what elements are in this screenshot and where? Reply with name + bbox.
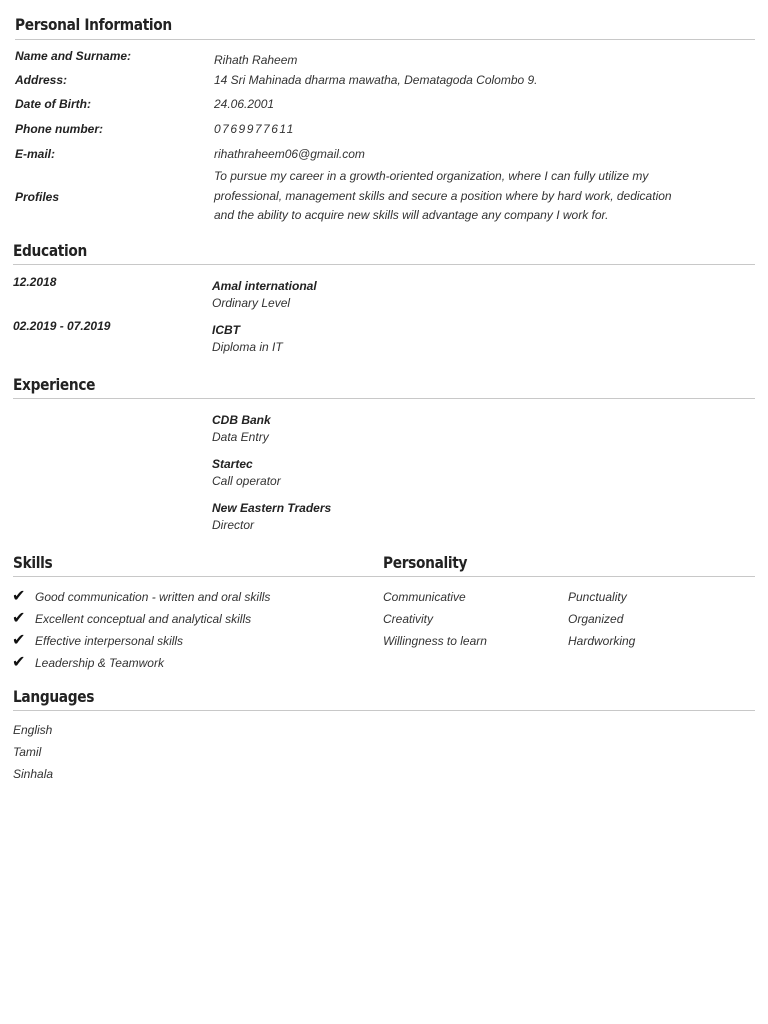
skill-item: Leadership & Teamwork — [35, 656, 164, 670]
profiles-text — [214, 167, 684, 226]
personality-item: Willingness to learn — [383, 634, 487, 648]
experience-divider — [13, 398, 755, 399]
education-heading: Education — [13, 241, 87, 260]
address-value: 14 Sri Mahinada dharma mawatha, Dematagoda Colombo 9. — [214, 73, 538, 87]
education-level: Diploma in IT — [212, 340, 283, 354]
skill-item: Good communication - written and oral skills — [35, 590, 271, 604]
skill-item: Effective interpersonal skills — [35, 634, 184, 648]
experience-role: Data Entry — [212, 430, 269, 444]
personality-heading: Personality — [383, 553, 468, 572]
personality-item: Punctuality — [568, 590, 627, 604]
checkmark-icon: ✔ — [12, 632, 26, 649]
skills-heading: Skills — [13, 553, 53, 572]
experience-company: Startec — [212, 457, 253, 471]
checkmark-icon: ✔ — [12, 610, 26, 627]
language-item: Sinhala — [13, 767, 54, 781]
dob-label: Date of Birth: — [15, 97, 91, 111]
experience-company: New Eastern Traders — [212, 501, 332, 515]
personality-item: Communicative — [383, 590, 466, 604]
education-date: 12.2018 — [13, 275, 57, 289]
skill-item: Excellent conceptual and analytical skills — [35, 612, 252, 626]
profiles-line: To pursue my career in a growth-oriented organization, where I can fully utilize my — [214, 169, 649, 183]
languages-heading: Languages — [13, 687, 95, 706]
skills-divider — [13, 576, 755, 577]
personal-info-divider — [15, 39, 755, 40]
experience-company: CDB Bank — [212, 413, 271, 427]
phone-value: 0769977611 — [214, 122, 295, 136]
email-value: rihathraheem06@gmail.com — [214, 147, 365, 161]
experience-heading: Experience — [13, 375, 96, 394]
experience-role: Call operator — [212, 474, 281, 488]
personality-item: Organized — [568, 612, 624, 626]
personal-info-heading: Personal Information — [15, 15, 172, 34]
personality-item: Hardworking — [568, 634, 636, 648]
dob-value: 24.06.2001 — [214, 97, 275, 111]
profiles-label: Profiles — [15, 190, 60, 204]
name-label: Name and Surname: — [15, 49, 132, 63]
education-date: 02.2019 - 07.2019 — [13, 319, 111, 333]
education-level: Ordinary Level — [212, 296, 291, 310]
checkmark-icon: ✔ — [12, 588, 26, 605]
address-label: Address: — [15, 73, 68, 87]
name-value: Rihath Raheem — [214, 53, 298, 67]
language-item: Tamil — [13, 745, 42, 759]
email-label: E-mail: — [15, 147, 56, 161]
phone-label: Phone number: — [15, 122, 104, 136]
personality-item: Creativity — [383, 612, 434, 626]
profiles-line: professional, management skills and secure a position where by hard work, dedication — [214, 188, 672, 203]
experience-role: Director — [212, 518, 255, 532]
languages-divider — [13, 710, 755, 711]
language-item: English — [13, 723, 53, 737]
education-school: ICBT — [212, 323, 240, 337]
education-divider — [13, 264, 755, 265]
profiles-line: and the ability to acquire new skills will advantage any company I work for. — [214, 208, 609, 222]
checkmark-icon: ✔ — [12, 654, 26, 671]
education-school: Amal international — [212, 279, 317, 293]
